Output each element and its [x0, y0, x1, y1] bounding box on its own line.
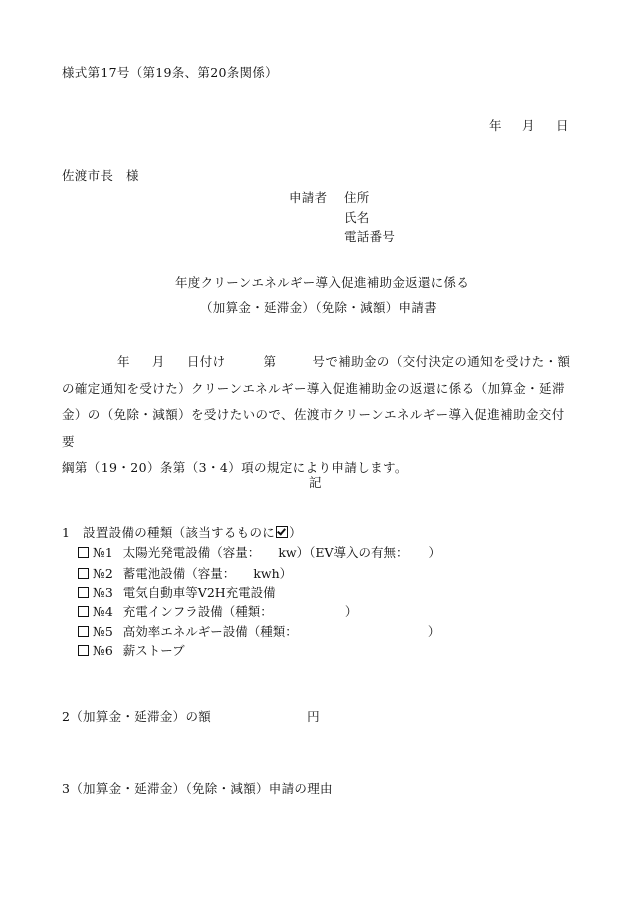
- applicant-name: 氏名: [344, 210, 370, 225]
- equipment-close: ）: [427, 624, 441, 639]
- equipment-no: №6: [93, 643, 113, 658]
- equipment-close: ）: [344, 604, 358, 619]
- checkbox-icon[interactable]: [78, 606, 89, 617]
- equipment-close: ）: [428, 545, 442, 560]
- checkbox-icon[interactable]: [78, 587, 89, 598]
- document-title-line2: （加算金・延滞金）（免除・減額）申請書: [200, 300, 437, 315]
- date-day: 日: [556, 118, 569, 133]
- section3-reason: 3（加算金・延滞金）（免除・減額）申請の理由: [62, 781, 333, 796]
- equipment-label: 蓄電池設備（容量：: [122, 566, 236, 581]
- body-date-suffix: 日付け: [186, 354, 226, 369]
- equipment-unit: kw）（EV導入の有無：: [278, 545, 409, 560]
- equipment-unit: kwh）: [253, 566, 293, 581]
- body-paragraph: [62, 349, 571, 482]
- applicant-address: 住所: [344, 190, 370, 205]
- checkbox-checked-icon: [276, 526, 288, 538]
- section1-heading: [62, 526, 302, 540]
- date-month: 月: [522, 118, 535, 133]
- equipment-no: №1: [93, 545, 113, 560]
- date-year: 年: [489, 118, 502, 133]
- checkbox-icon[interactable]: [78, 645, 89, 656]
- document-title-line1: 年度クリーンエネルギー導入促進補助金返還に係る: [175, 275, 470, 290]
- equipment-label: 薪ストーブ: [122, 643, 185, 658]
- checkbox-icon[interactable]: [78, 568, 89, 579]
- equipment-no: №4: [93, 604, 113, 619]
- equipment-no: №5: [93, 624, 113, 639]
- form-number: 様式第17号（第19条、第20条関係）: [62, 65, 278, 80]
- section2-label: 2（加算金・延滞金）の額: [62, 709, 212, 724]
- checkbox-icon[interactable]: [78, 547, 89, 558]
- body-line-2: の確定通知を受けた）クリーンエネルギー導入促進補助金の返還に係る（加算金・延滞: [62, 380, 565, 396]
- checkbox-icon[interactable]: [78, 626, 89, 637]
- applicant-label: 申請者: [289, 190, 328, 205]
- section1-heading-close: ）: [289, 525, 302, 540]
- ki-heading: 記: [309, 475, 322, 490]
- equipment-label: 太陽光発電設備（容量：: [122, 545, 261, 560]
- equipment-item-4: [78, 606, 357, 619]
- addressee: 佐渡市長 様: [62, 168, 139, 183]
- body-month: 月: [151, 354, 165, 369]
- equipment-item-6: [78, 645, 185, 658]
- equipment-no: №2: [93, 566, 113, 581]
- equipment-label: 電気自動車等V2H充電設備: [122, 585, 276, 600]
- equipment-item-2: [78, 568, 292, 581]
- equipment-no: №3: [93, 585, 113, 600]
- body-line-1: [62, 349, 571, 376]
- body-line-3: 金）の（免除・減額）を受けたいので、佐渡市クリーンエネルギー導入促進補助金交付要: [62, 407, 565, 449]
- equipment-item-5: [78, 626, 440, 639]
- section1-heading-text: 1 設置設備の種類（該当するものに: [62, 525, 276, 540]
- section2-unit: 円: [307, 709, 320, 724]
- section2-amount: [62, 711, 320, 724]
- body-year: 年: [117, 354, 130, 369]
- body-no: 第: [263, 354, 277, 369]
- body-line-4: 綱第（19・20）条第（3・4）項の規定により申請します。: [62, 460, 408, 475]
- equipment-label: 充電インフラ設備（種類：: [122, 604, 273, 619]
- equipment-item-1: [78, 547, 441, 560]
- body-line-1-rest: 号で補助金の（交付決定の通知を受けた・額: [312, 354, 571, 369]
- equipment-item-3: [78, 587, 276, 600]
- applicant-phone: 電話番号: [344, 229, 396, 244]
- equipment-label: 高効率エネルギー設備（種類：: [122, 624, 298, 639]
